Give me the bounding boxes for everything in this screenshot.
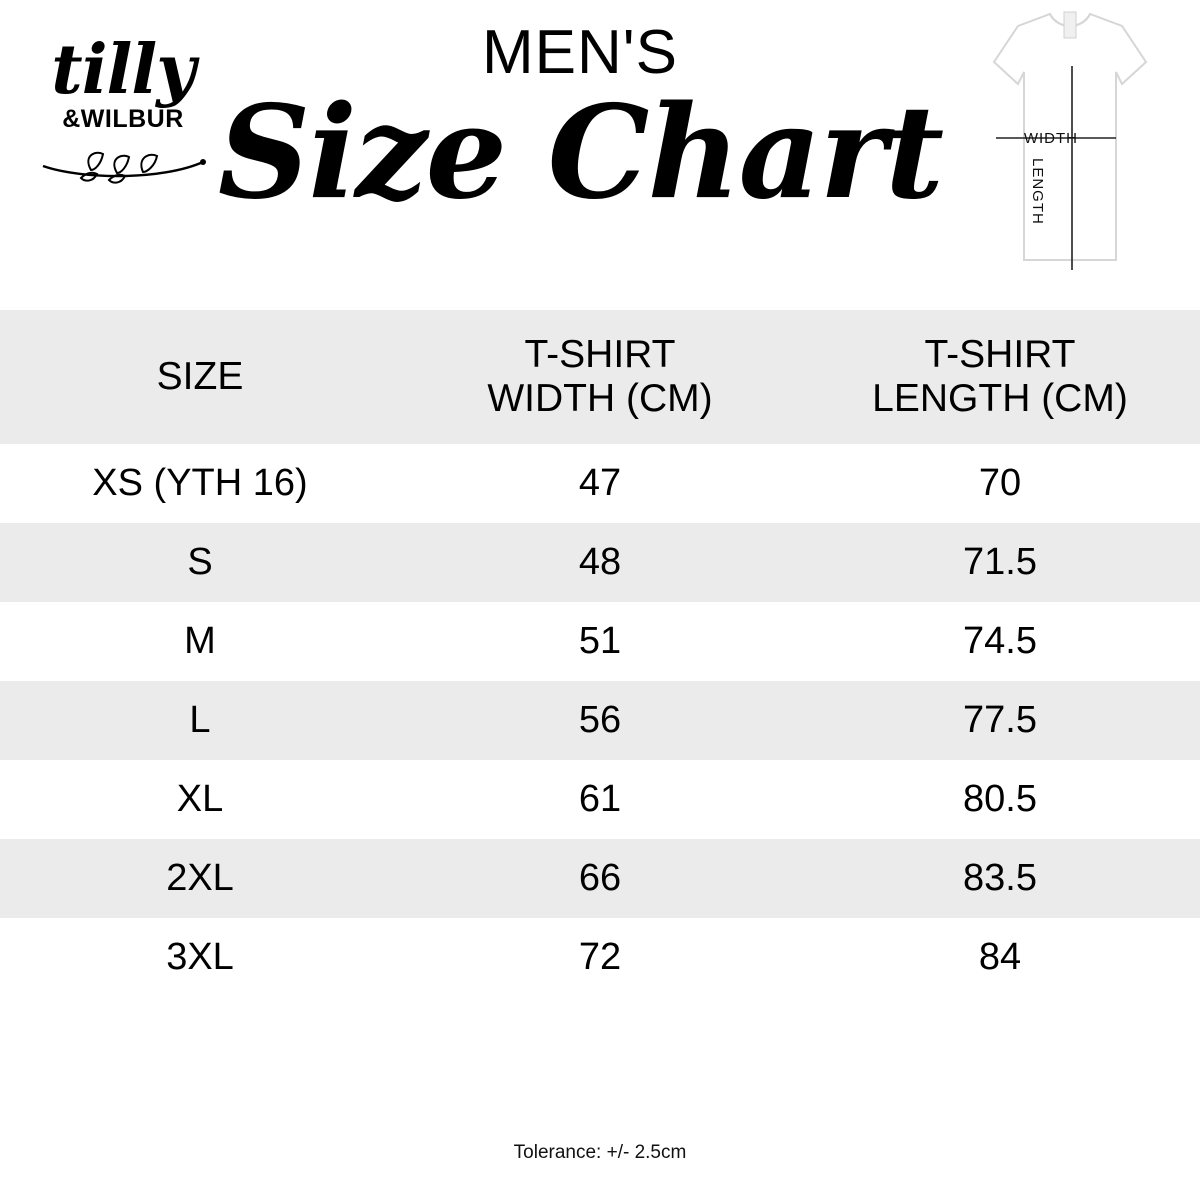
column-header-size: [0, 310, 400, 444]
shirt-length-label: LENGTH: [1029, 158, 1046, 225]
table-row: [0, 523, 1200, 602]
cell-length: 83.5: [800, 839, 1200, 918]
cell-width: 61: [400, 760, 800, 839]
page-title: [210, 18, 950, 229]
column-header-width-line2: WIDTH (CM): [487, 377, 713, 420]
chart-header: [0, 0, 1200, 310]
column-header-width-line1: T-SHIRT: [524, 333, 676, 377]
column-header-length: [800, 310, 1200, 444]
cell-width: 51: [400, 602, 800, 681]
column-header-length-line1: T-SHIRT: [924, 333, 1076, 377]
cell-width: 72: [400, 918, 800, 997]
column-header-size-line1: SIZE: [156, 355, 244, 399]
cell-length: 70: [800, 444, 1200, 523]
cell-width: 48: [400, 523, 800, 602]
cell-width: 66: [400, 839, 800, 918]
cell-length: 71.5: [800, 523, 1200, 602]
title-line-mens: MEN'S: [482, 18, 678, 87]
cell-length: 74.5: [800, 602, 1200, 681]
tolerance-note: Tolerance: +/- 2.5cm: [513, 1142, 687, 1163]
table-row: [0, 918, 1200, 997]
column-header-length-line2: LENGTH (CM): [872, 377, 1128, 420]
cell-size: L: [0, 681, 400, 760]
column-header-width: [400, 310, 800, 444]
table-header-row: [0, 310, 1200, 444]
cell-size: 3XL: [0, 918, 400, 997]
cell-length: 77.5: [800, 681, 1200, 760]
brand-subname: &WILBUR: [62, 104, 184, 133]
cell-width: 56: [400, 681, 800, 760]
leaf-branch-icon: [28, 140, 218, 184]
size-chart-table: [0, 310, 1200, 997]
table-row: [0, 444, 1200, 523]
cell-size: XL: [0, 760, 400, 839]
table-row: [0, 602, 1200, 681]
cell-size: S: [0, 523, 400, 602]
table-row: [0, 839, 1200, 918]
table-row: [0, 681, 1200, 760]
brand-name: tilly: [51, 30, 195, 110]
brand-logo: [28, 30, 218, 238]
cell-size: XS (YTH 16): [0, 444, 400, 523]
cell-width: 47: [400, 444, 800, 523]
cell-length: 84: [800, 918, 1200, 997]
title-line-size-chart: Size Chart: [217, 78, 943, 229]
cell-size: M: [0, 602, 400, 681]
table-row: [0, 760, 1200, 839]
cell-size: 2XL: [0, 839, 400, 918]
tshirt-diagram: [950, 8, 1190, 278]
shirt-width-label: WIDTH: [1023, 130, 1078, 147]
cell-length: 80.5: [800, 760, 1200, 839]
